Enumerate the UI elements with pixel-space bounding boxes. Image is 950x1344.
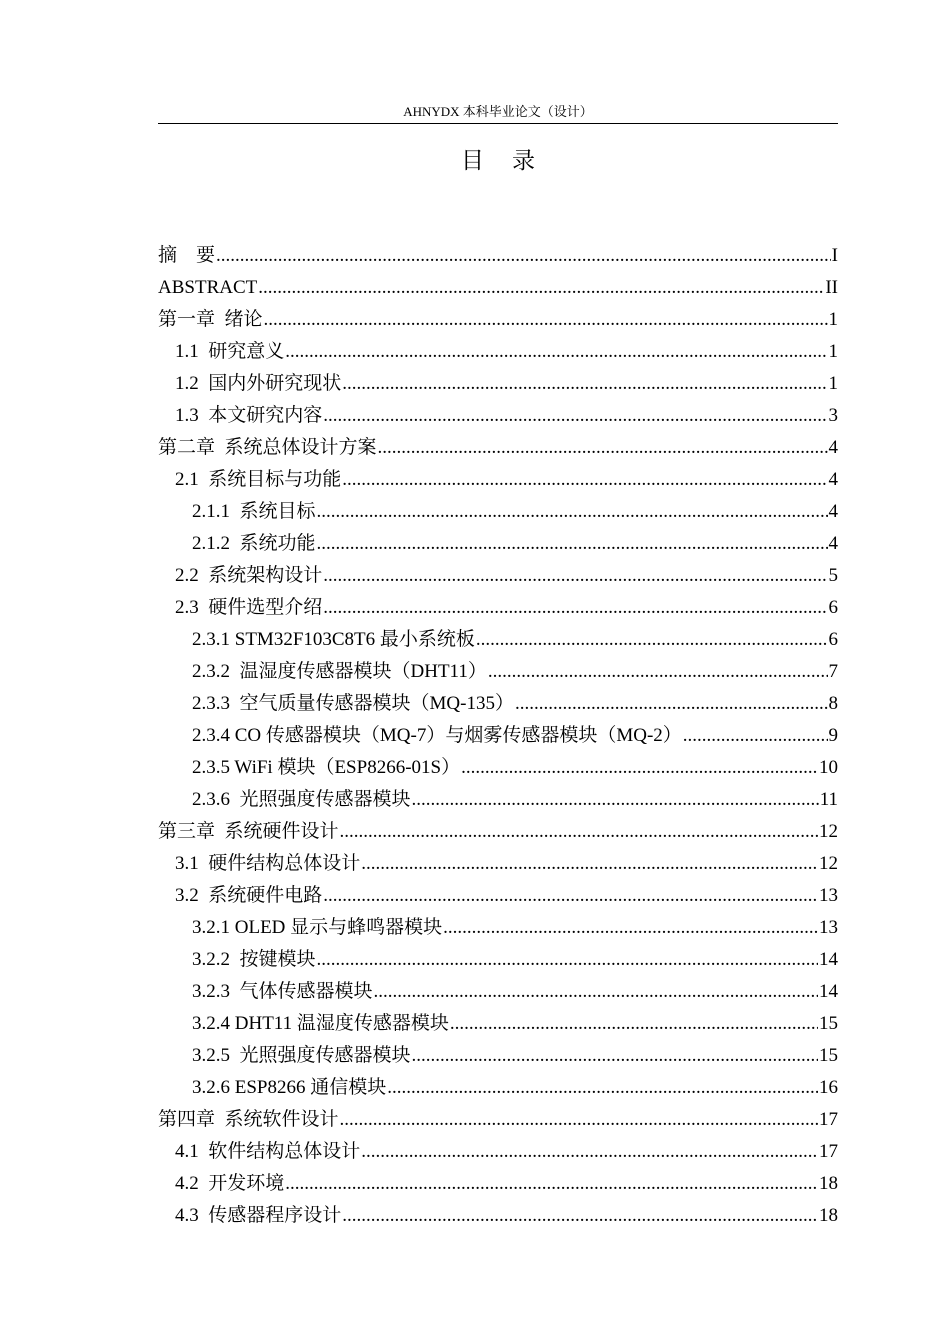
toc-entry[interactable] xyxy=(158,492,838,524)
toc-entry-label: 2.3 硬件选型介绍 xyxy=(175,597,323,618)
toc-dot-leader xyxy=(387,1076,818,1100)
toc-dot-leader xyxy=(342,468,827,492)
toc-entry-page-number: 6 xyxy=(828,597,838,618)
toc-entry-page-number: 14 xyxy=(819,949,838,970)
toc-entry-page-number: 13 xyxy=(819,885,838,906)
toc-entry[interactable] xyxy=(158,300,838,332)
toc-entry-page-number: 4 xyxy=(828,501,838,522)
toc-entry-label: 1.3 本文研究内容 xyxy=(175,405,323,426)
toc-entry[interactable] xyxy=(158,364,838,396)
toc-entry-label: 3.2.3 气体传感器模块 xyxy=(192,981,373,1002)
toc-entry-page-number: 5 xyxy=(828,565,838,586)
toc-dot-leader xyxy=(515,692,828,716)
toc-dot-leader xyxy=(317,532,828,556)
toc-entry[interactable] xyxy=(158,1036,838,1068)
toc-entry-page-number: 10 xyxy=(819,757,838,778)
toc-dot-leader xyxy=(323,404,827,428)
toc-entry-page-number: 9 xyxy=(828,725,838,746)
toc-entry-page-number: 18 xyxy=(819,1173,838,1194)
toc-entry-page-number: 3 xyxy=(828,405,838,426)
toc-entry-label: 3.2.1 OLED 显示与蜂鸣器模块 xyxy=(192,917,443,938)
toc-entry-page-number: 1 xyxy=(828,341,838,362)
toc-entry[interactable] xyxy=(158,1164,838,1196)
toc-dot-leader xyxy=(488,660,828,684)
toc-dot-leader xyxy=(342,1204,818,1228)
toc-dot-leader xyxy=(443,916,818,940)
toc-entry-page-number: 4 xyxy=(828,437,838,458)
toc-entry-page-number: 14 xyxy=(819,981,838,1002)
toc-entry-label: 1.1 研究意义 xyxy=(175,341,285,362)
toc-entry[interactable] xyxy=(158,812,838,844)
toc-entry[interactable] xyxy=(158,972,838,1004)
toc-entry-page-number: 15 xyxy=(819,1045,838,1066)
toc-dot-leader xyxy=(323,596,827,620)
toc-dot-leader xyxy=(216,244,831,268)
toc-entry-page-number: 16 xyxy=(819,1077,838,1098)
toc-entry-label: 第二章 系统总体设计方案 xyxy=(158,437,377,458)
toc-entry[interactable] xyxy=(158,1132,838,1164)
toc-entry-label: 4.1 软件结构总体设计 xyxy=(175,1141,361,1162)
toc-entry-label: 摘 要 xyxy=(158,245,216,266)
toc-entry[interactable] xyxy=(158,844,838,876)
toc-entry-label: ABSTRACT xyxy=(158,277,258,298)
toc-dot-leader xyxy=(374,980,818,1004)
toc-dot-leader xyxy=(323,884,818,908)
toc-entry-label: 第三章 系统硬件设计 xyxy=(158,821,339,842)
toc-entry-label: 第一章 绪论 xyxy=(158,309,263,330)
toc-entry[interactable] xyxy=(158,908,838,940)
toc-dot-leader xyxy=(258,276,824,300)
toc-entry-page-number: 1 xyxy=(828,309,838,330)
toc-entry-page-number: 4 xyxy=(828,469,838,490)
toc-entry-label: 2.3.5 WiFi 模块（ESP8266-01S） xyxy=(192,757,461,778)
toc-entry-page-number: 13 xyxy=(819,917,838,938)
toc-dot-leader xyxy=(317,500,828,524)
toc-title: 目录 xyxy=(461,148,563,174)
toc-entry-label: 2.1.1 系统目标 xyxy=(192,501,316,522)
toc-entry-label: 2.1 系统目标与功能 xyxy=(175,469,342,490)
toc-entry[interactable] xyxy=(158,1004,838,1036)
toc-entry-label: 3.2.2 按键模块 xyxy=(192,949,316,970)
toc-entry[interactable] xyxy=(158,876,838,908)
toc-entry-page-number: 7 xyxy=(828,661,838,682)
toc-entry-page-number: 4 xyxy=(828,533,838,554)
toc-entry-page-number: 17 xyxy=(819,1141,838,1162)
toc-entry[interactable] xyxy=(158,1068,838,1100)
toc-entry[interactable] xyxy=(158,588,838,620)
toc-entry-label: 3.2.5 光照强度传感器模块 xyxy=(192,1045,411,1066)
toc-entry-label: 3.1 硬件结构总体设计 xyxy=(175,853,361,874)
toc-entry-page-number: 12 xyxy=(819,821,838,842)
toc-entry-label: 2.2 系统架构设计 xyxy=(175,565,323,586)
toc-entry[interactable] xyxy=(158,620,838,652)
toc-entry[interactable] xyxy=(158,652,838,684)
toc-entry[interactable] xyxy=(158,556,838,588)
toc-dot-leader xyxy=(285,340,827,364)
toc-entry-page-number: 17 xyxy=(819,1109,838,1130)
toc-entry-page-number: 6 xyxy=(828,629,838,650)
running-header: AHNYDX 本科毕业论文（设计） xyxy=(403,104,593,119)
toc-dot-leader xyxy=(340,1108,818,1132)
toc-entry[interactable] xyxy=(158,460,838,492)
toc-entry-page-number: 12 xyxy=(819,853,838,874)
toc-dot-leader xyxy=(412,1044,818,1068)
toc-entry-page-number: 1 xyxy=(828,373,838,394)
toc-dot-leader xyxy=(340,820,818,844)
toc-entry[interactable] xyxy=(158,428,838,460)
toc-entry-page-number: 18 xyxy=(819,1205,838,1226)
toc-entry-label: 4.3 传感器程序设计 xyxy=(175,1205,342,1226)
toc-entry[interactable] xyxy=(158,1100,838,1132)
toc-dot-leader xyxy=(361,852,818,876)
toc-entry[interactable] xyxy=(158,1196,838,1228)
toc-entry[interactable] xyxy=(158,236,838,268)
toc-dot-leader xyxy=(361,1140,818,1164)
toc-dot-leader xyxy=(683,724,828,748)
toc-entry-label: 2.3.1 STM32F103C8T6 最小系统板 xyxy=(192,629,475,650)
toc-entry-label: 第四章 系统软件设计 xyxy=(158,1109,339,1130)
toc-entry-page-number: 11 xyxy=(819,789,838,810)
toc-entry[interactable] xyxy=(158,684,838,716)
toc-entry[interactable] xyxy=(158,940,838,972)
toc-dot-leader xyxy=(378,436,828,460)
toc-entry[interactable] xyxy=(158,268,838,300)
toc-entry-page-number: 8 xyxy=(828,693,838,714)
toc-entry[interactable] xyxy=(158,780,838,812)
toc-dot-leader xyxy=(285,1172,818,1196)
toc-entry-page-number: I xyxy=(831,245,838,266)
toc-entry[interactable] xyxy=(158,332,838,364)
toc-entry-page-number: II xyxy=(825,277,838,298)
toc-entry-label: 2.1.2 系统功能 xyxy=(192,533,316,554)
toc-dot-leader xyxy=(450,1012,818,1036)
toc-entry[interactable] xyxy=(158,716,838,748)
toc-entry-label: 3.2.4 DHT11 温湿度传感器模块 xyxy=(192,1013,449,1034)
table-of-contents xyxy=(158,236,838,1228)
toc-entry-label: 2.3.6 光照强度传感器模块 xyxy=(192,789,411,810)
toc-dot-leader xyxy=(317,948,818,972)
toc-entry-page-number: 15 xyxy=(819,1013,838,1034)
toc-entry-label: 2.3.3 空气质量传感器模块（MQ-135） xyxy=(192,693,514,714)
toc-entry-label: 1.2 国内外研究现状 xyxy=(175,373,342,394)
toc-entry-label: 2.3.2 温湿度传感器模块（DHT11） xyxy=(192,661,487,682)
toc-entry[interactable] xyxy=(158,748,838,780)
toc-entry[interactable] xyxy=(158,396,838,428)
toc-dot-leader xyxy=(323,564,827,588)
header-rule xyxy=(158,123,838,124)
toc-entry-label: 3.2 系统硬件电路 xyxy=(175,885,323,906)
toc-dot-leader xyxy=(412,788,819,812)
toc-entry[interactable] xyxy=(158,524,838,556)
toc-entry-label: 3.2.6 ESP8266 通信模块 xyxy=(192,1077,387,1098)
toc-dot-leader xyxy=(461,756,818,780)
toc-dot-leader xyxy=(342,372,827,396)
toc-dot-leader xyxy=(264,308,828,332)
toc-entry-label: 2.3.4 CO 传感器模块（MQ-7）与烟雾传感器模块（MQ-2） xyxy=(192,725,682,746)
toc-dot-leader xyxy=(476,628,828,652)
toc-entry-label: 4.2 开发环境 xyxy=(175,1173,285,1194)
